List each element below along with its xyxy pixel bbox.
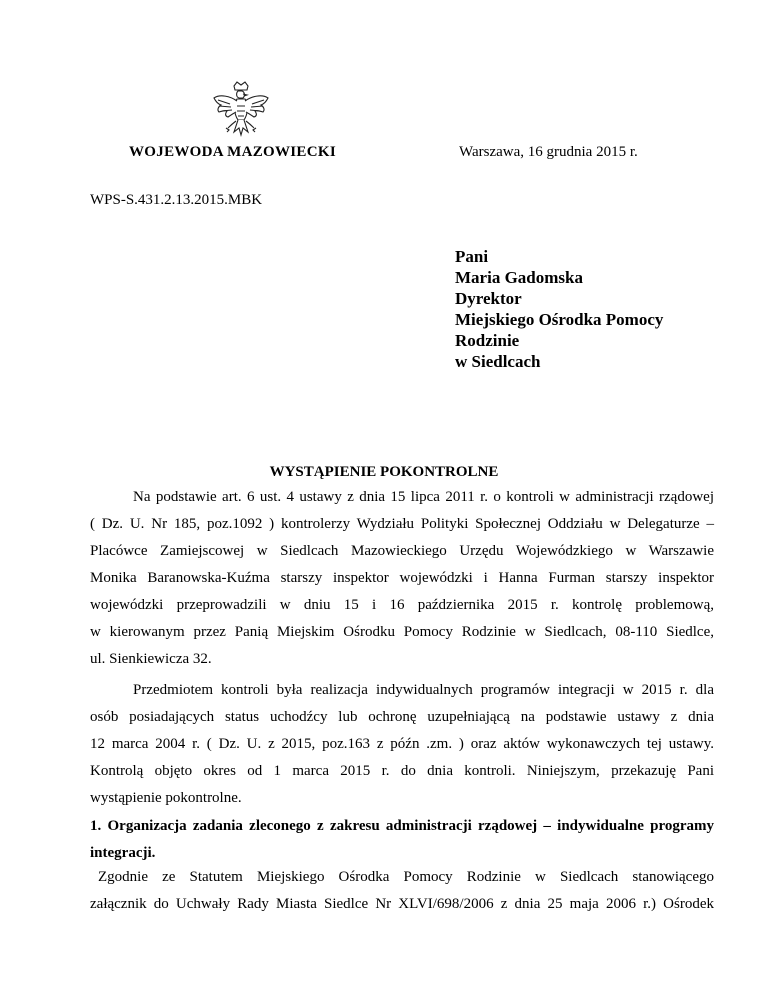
recipient-line: Miejskiego Ośrodka Pomocy <box>455 310 664 329</box>
text-line: Monika Baranowska-Kuźma starszy inspektor wojewódzki i Hanna Furman starszy inspektor <box>90 570 714 586</box>
recipient-line: w Siedlcach <box>455 352 541 371</box>
paragraph-legal-basis <box>90 484 714 673</box>
issuing-authority: WOJEWODA MAZOWIECKI <box>129 144 336 160</box>
text-line: ul. Sienkiewicza 32. <box>90 651 212 667</box>
text-line: wystąpienie pokontrolne. <box>90 790 242 806</box>
text-line: Zgodnie ze Statutem Miejskiego Ośrodka Pomocy Rodzinie w Siedlcach stanowiącego <box>98 869 714 885</box>
heading-line: integracji. <box>90 845 156 861</box>
text-line: 12 marca 2004 r. ( Dz. U. z 2015, poz.163 z późn .zm. ) oraz aktów wykonawczych tej ustawy. <box>90 736 714 752</box>
recipient-line: Rodzinie <box>455 331 520 350</box>
text-line: ( Dz. U. Nr 185, poz.1092 ) kontrolerzy Wydziału Polityki Społecznej Oddziału w Delegaturze – <box>90 516 714 532</box>
text-line: w kierowanym przez Panią Miejskim Ośrodku Pomocy Rodzinie w Siedlcach, 08-110 Siedlce, <box>90 624 714 640</box>
document-title: WYSTĄPIENIE POKONTROLNE <box>269 464 499 480</box>
recipient-line: Dyrektor <box>455 289 522 308</box>
place-and-date: Warszawa, 16 grudnia 2015 r. <box>459 144 638 160</box>
text-line: Przedmiotem kontroli była realizacja indywidualnych programów integracji w 2015 r. dla <box>133 682 714 698</box>
paragraph-statute <box>90 864 714 918</box>
recipient-address <box>455 246 663 372</box>
recipient-line: Pani <box>455 247 489 266</box>
text-line: Kontrolą objęto okres od 1 marca 2015 r. do dnia kontroli. Niniejszym, przekazuję Pani <box>90 763 714 779</box>
text-line: Placówce Zamiejscowej w Siedlcach Mazowieckiego Urzędu Wojewódzkiego w Warszawie <box>90 543 714 559</box>
polish-eagle-emblem-icon <box>210 80 272 150</box>
recipient-line: Maria Gadomska <box>455 268 583 287</box>
reference-number: WPS-S.431.2.13.2015.MBK <box>90 192 263 208</box>
text-line: wojewódzki przeprowadzili w dniu 15 i 16 października 2015 r. kontrolę problemową, <box>90 597 714 613</box>
section-heading-1 <box>90 813 714 867</box>
paragraph-scope <box>90 677 714 812</box>
text-line: załącznik do Uchwały Rady Miasta Siedlce Nr XLVI/698/2006 z dnia 25 maja 2006 r.) Ośrodek <box>90 896 714 912</box>
text-line: Na podstawie art. 6 ust. 4 ustawy z dnia 15 lipca 2011 r. o kontroli w administracji rządowej <box>133 489 714 505</box>
text-line: osób posiadających status uchodźcy lub ochronę uzupełniającą na podstawie ustawy z dnia <box>90 709 714 725</box>
heading-line: 1. Organizacja zadania zleconego z zakresu administracji rządowej – indywidualne programy <box>90 818 714 834</box>
